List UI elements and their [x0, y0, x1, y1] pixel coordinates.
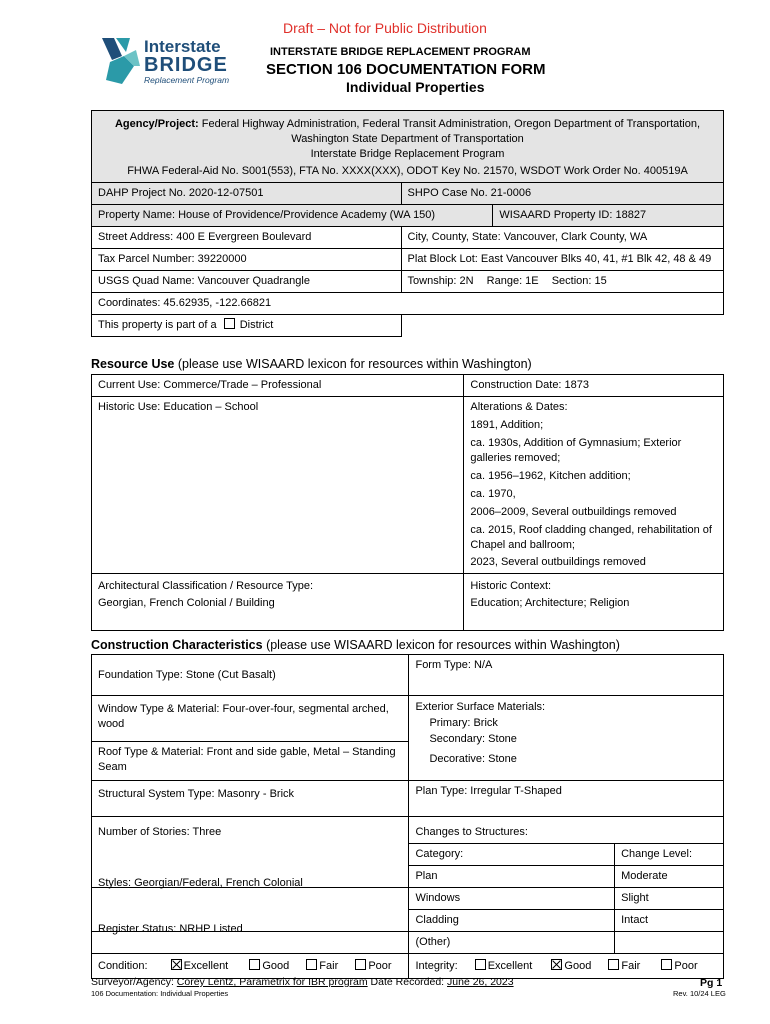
document-name: 106 Documentation: Individual Properties — [91, 989, 229, 998]
arch-label: Architectural Classification / Resource Type: — [98, 580, 313, 592]
condition-option: Poor — [368, 960, 392, 972]
historic-use: Historic Use: Education – School — [92, 397, 464, 574]
arch-classification-cell — [92, 574, 464, 631]
part-of-cell — [92, 315, 402, 337]
section: Section: 15 — [551, 275, 607, 287]
district-checkbox[interactable] — [224, 318, 235, 329]
plat-block-lot: Plat Block Lot: East Vancouver Blks 40, 41, #1 Blk 42, 48 & 49 — [401, 249, 723, 271]
change-level — [615, 932, 724, 954]
alteration-item: 2023, Several outbuildings removed — [470, 556, 646, 568]
integrity-good-checkbox[interactable] — [551, 959, 562, 970]
condition-label: Condition: — [98, 960, 148, 972]
part-of-label: This property is part of a — [98, 319, 217, 331]
decorative-material: Decorative: Stone — [429, 753, 517, 765]
condition-excellent-checkbox[interactable] — [171, 959, 182, 970]
integrity-option: Good — [564, 960, 592, 972]
foundation-type: Foundation Type: Stone (Cut Basalt) — [92, 655, 409, 696]
change-level: Moderate — [615, 866, 724, 888]
condition-cell — [92, 954, 409, 979]
exterior-materials-cell — [409, 696, 724, 781]
construction-heading — [91, 638, 620, 652]
change-category: Cladding — [409, 910, 615, 932]
secondary-material: Secondary: Stone — [429, 733, 517, 745]
dahp-project-no: DAHP Project No. 2020-12-07501 — [92, 183, 402, 205]
condition-poor-checkbox[interactable] — [355, 959, 366, 970]
integrity-option: Fair — [621, 960, 641, 972]
logo-line2: BRIDGE — [144, 54, 228, 76]
structural-system: Structural System Type: Masonry - Brick — [92, 781, 409, 817]
current-use: Current Use: Commerce/Trade – Professional — [92, 375, 464, 397]
form-subtitle: Individual Properties — [346, 79, 485, 95]
tax-parcel-number: Tax Parcel Number: 39220000 — [92, 249, 402, 271]
wisaard-property-id: WISAARD Property ID: 18827 — [493, 205, 724, 227]
roof-type: Roof Type & Material: Front and side gable, Metal – Standing Seam — [92, 742, 409, 781]
program-title: INTERSTATE BRIDGE REPLACEMENT PROGRAM — [270, 46, 531, 58]
context-value: Education; Architecture; Religion — [470, 597, 630, 609]
alteration-item: 2006–2009, Several outbuildings removed — [470, 506, 677, 518]
property-name: Property Name: House of Providence/Providence Academy (WA 150) — [92, 205, 493, 227]
integrity-option: Poor — [674, 960, 698, 972]
integrity-cell — [409, 954, 724, 979]
change-category: Plan — [409, 866, 615, 888]
number-of-stories: Number of Stories: Three — [92, 817, 409, 888]
window-type: Window Type & Material: Four-over-four, segmental arched, wood — [92, 696, 409, 742]
city-county-state: City, County, State: Vancouver, Clark County, WA — [401, 227, 723, 249]
district-label: District — [239, 319, 274, 331]
condition-fair-checkbox[interactable] — [306, 959, 317, 970]
alteration-item: 1891, Addition; — [470, 419, 544, 431]
form-title: SECTION 106 DOCUMENTATION FORM — [266, 61, 546, 78]
agency-line2: Washington State Department of Transportation — [291, 133, 524, 145]
register-text: Register Status: NRHP Listed — [98, 923, 243, 935]
form-type: Form Type: N/A — [409, 655, 724, 696]
arch-value: Georgian, French Colonial / Building — [98, 597, 275, 609]
historic-context-cell — [464, 574, 724, 631]
primary-material: Primary: Brick — [429, 717, 498, 729]
alterations-label: Alterations & Dates: — [470, 401, 568, 413]
property-info-table — [91, 110, 724, 337]
construction-table — [91, 654, 724, 979]
draft-notice: Draft – Not for Public Distribution — [283, 20, 487, 36]
page-number: Pg 1 — [700, 977, 723, 989]
logo-line3: Replacement Program — [144, 75, 230, 85]
plan-type: Plan Type: Irregular T-Shaped — [409, 781, 724, 817]
change-level: Slight — [615, 888, 724, 910]
range: Range: 1E — [486, 275, 539, 287]
context-label: Historic Context: — [470, 580, 552, 592]
integrity-poor-checkbox[interactable] — [661, 959, 672, 970]
alterations-cell — [464, 397, 724, 574]
resource-use-heading — [91, 357, 532, 371]
condition-good-checkbox[interactable] — [249, 959, 260, 970]
construction-note: (please use WISAARD lexicon for resources within Washington) — [266, 638, 620, 652]
changes-label: Changes to Structures: — [409, 817, 724, 844]
township-range-section — [401, 271, 723, 293]
blank-cell — [401, 315, 723, 337]
resource-use-note: (please use WISAARD lexicon for resources within Washington) — [177, 357, 532, 371]
agency-label: Agency/Project: — [114, 118, 199, 130]
change-category: Windows — [409, 888, 615, 910]
bridge-logo-icon — [100, 36, 144, 86]
agency-cell — [92, 111, 724, 183]
shpo-case-no: SHPO Case No. 21-0006 — [401, 183, 723, 205]
resource-use-table — [91, 374, 724, 631]
resource-use-title: Resource Use — [91, 357, 175, 371]
condition-option: Good — [262, 960, 290, 972]
surveyor-value: Corey Lentz, Parametrix for IBR program — [176, 976, 368, 988]
usgs-quad-name: USGS Quad Name: Vancouver Quadrangle — [92, 271, 402, 293]
coordinates: Coordinates: 45.62935, -122.66821 — [92, 293, 724, 315]
interstate-bridge-logo — [100, 36, 250, 86]
integrity-label: Integrity: — [415, 960, 458, 972]
condition-option: Excellent — [183, 960, 229, 972]
register-status — [92, 923, 409, 954]
surveyor-line — [91, 976, 514, 988]
agency-line1: Federal Highway Administration, Federal Transit Administration, Oregon Department of Transportation, — [201, 118, 701, 130]
alteration-item: ca. 1970, — [470, 488, 516, 500]
styles-text: Styles: Georgian/Federal, French Colonial — [98, 877, 303, 889]
construction-date: Construction Date: 1873 — [464, 375, 724, 397]
construction-title: Construction Characteristics — [91, 638, 263, 652]
integrity-excellent-checkbox[interactable] — [475, 959, 486, 970]
change-level: Intact — [615, 910, 724, 932]
exterior-label: Exterior Surface Materials: — [415, 701, 546, 713]
integrity-option: Excellent — [487, 960, 533, 972]
logo-line1: Interstate — [144, 37, 221, 56]
change-level-header: Change Level: — [615, 844, 724, 866]
change-category: (Other) — [409, 932, 615, 954]
agency-line4: FHWA Federal-Aid No. S001(553), FTA No. XXXX(XXX), ODOT Key No. 21570, WSDOT Work Order No. 400519A — [127, 165, 688, 177]
township: Township: 2N — [407, 275, 474, 287]
category-header: Category: — [409, 844, 615, 866]
alteration-item: ca. 1956–1962, Kitchen addition; — [470, 470, 631, 482]
street-address: Street Address: 400 E Evergreen Boulevard — [92, 227, 402, 249]
revision: Rev. 10/24 LEG — [673, 989, 726, 998]
integrity-fair-checkbox[interactable] — [608, 959, 619, 970]
agency-line3: Interstate Bridge Replacement Program — [310, 148, 505, 160]
alteration-item: ca. 1930s, Addition of Gymnasium; Exterior galleries removed; — [470, 437, 682, 464]
date-recorded-label: Date Recorded: — [370, 976, 445, 988]
surveyor-label: Surveyor/Agency: — [91, 976, 174, 988]
date-recorded-value: June 26, 2023 — [447, 976, 514, 988]
condition-option: Fair — [319, 960, 339, 972]
alteration-item: ca. 2015, Roof cladding changed, rehabilitation of Chapel and ballroom; — [470, 524, 712, 551]
